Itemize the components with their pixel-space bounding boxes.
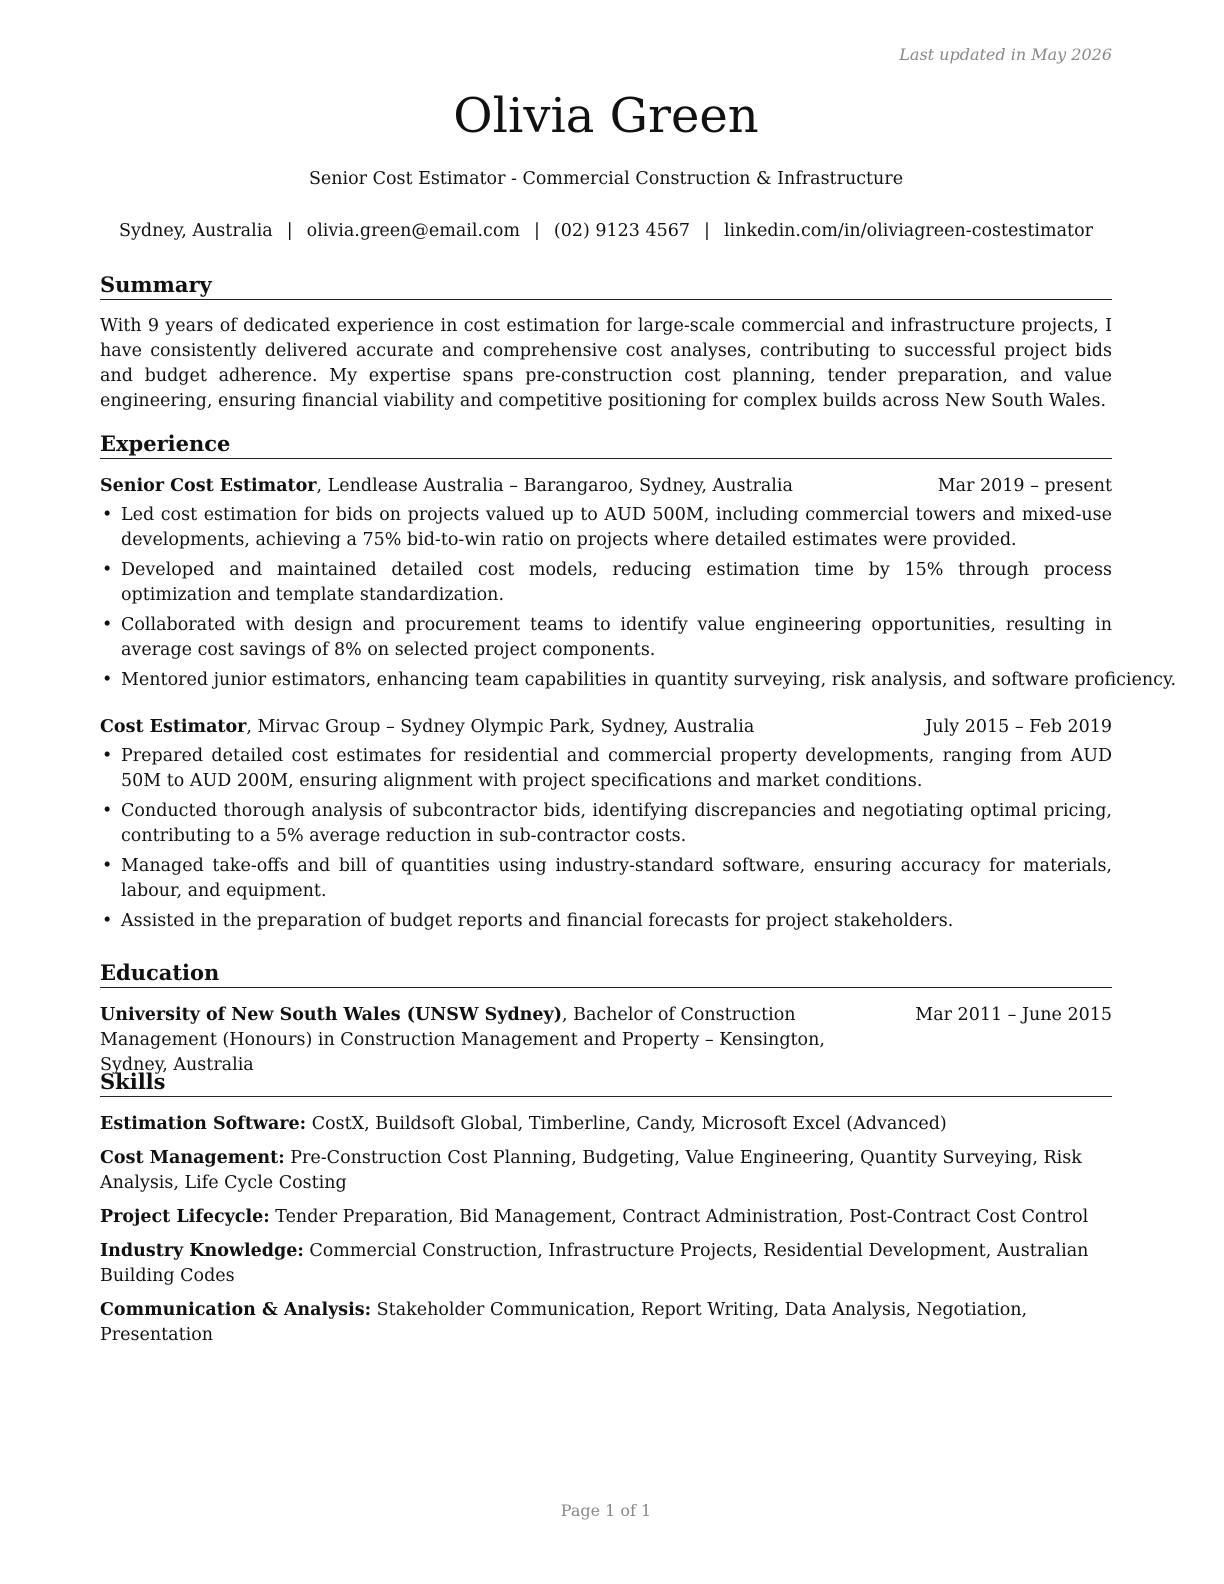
job-dates: July 2015 – Feb 2019: [925, 717, 1112, 737]
skill-label: Estimation Software:: [100, 1114, 307, 1134]
job-bullets: [100, 744, 1112, 934]
page-number-footer: Page 1 of 1: [560, 1501, 652, 1520]
skill-label: Industry Knowledge:: [100, 1241, 304, 1261]
summary-text: With 9 years of dedicated experience in cost estimation for large-scale commercial and infrastructure projects, I have consistently delivered accurate and comprehensive cost analyses, contributing to successful project bids and budget adherence. My expertise spans pre-construction cost planning, tender preparation, and value engineering, ensuring financial viability and competitive positioning for complex builds across New South Wales.: [100, 316, 1112, 411]
skill-value: Tender Preparation, Bid Management, Contract Administration, Post-Contract Cost Control: [269, 1207, 1089, 1227]
skill-row: [100, 1146, 1112, 1196]
education-text: [100, 1003, 890, 1078]
skill-value: Commercial Construction, Infrastructure Projects, Residential Development, Australian Building Codes: [100, 1241, 1089, 1286]
skill-value: Stakeholder Communication, Report Writing, Data Analysis, Negotiation, Presentation: [100, 1300, 1028, 1345]
job-title-line: [100, 715, 754, 740]
contact-separator: |: [704, 221, 710, 241]
summary-section: [100, 272, 1112, 414]
section-title-skills: Skills: [100, 1069, 1112, 1097]
contact-line: [90, 219, 1122, 243]
skills-list: [100, 1112, 1112, 1348]
skill-label: Project Lifecycle:: [100, 1207, 270, 1227]
job-dates: Mar 2019 – present: [937, 476, 1112, 496]
education-entry: [100, 1003, 1112, 1078]
last-updated-note: Last updated in May 2026: [899, 45, 1112, 64]
contact-location: Sydney, Australia: [119, 221, 273, 241]
section-title-education: Education: [100, 960, 1112, 988]
bullet-item: • Mentored junior estimators, enhancing team capabilities in quantity surveying, risk analysis, and software proficiency.: [100, 668, 1112, 693]
bullet-item: • Collaborated with design and procurement teams to identify value engineering opportunities, resulting in average cost savings of 8% on selected project components.: [100, 613, 1112, 663]
job-entry: [100, 715, 1112, 934]
education-institution: University of New South Wales (UNSW Sydney): [100, 1005, 562, 1025]
skill-row: [100, 1298, 1112, 1348]
job-header: [100, 474, 1112, 499]
section-title-summary: Summary: [100, 272, 1112, 300]
contact-phone[interactable]: (02) 9123 4567: [553, 221, 691, 241]
job-entry: [100, 474, 1177, 693]
contact-separator: |: [534, 221, 540, 241]
contact-separator: |: [286, 221, 293, 241]
bullet-item: • Conducted thorough analysis of subcontractor bids, identifying discrepancies and negotiating optimal pricing, contributing to a 5% average reduction in sub-contractor costs.: [100, 799, 1112, 849]
skill-label: Cost Management:: [100, 1148, 285, 1168]
bullet-item: • Assisted in the preparation of budget reports and financial forecasts for project stakeholders.: [100, 909, 1112, 934]
bullet-item: • Developed and maintained detailed cost models, reducing estimation time by 15% through process optimization and template standardization.: [100, 558, 1112, 608]
skill-row: [100, 1112, 1112, 1137]
job-header: [100, 715, 1112, 740]
job-company: , Mirvac Group – Sydney Olympic Park, Sydney, Australia: [246, 717, 755, 737]
section-title-experience: Experience: [100, 431, 1112, 459]
job-role: Senior Cost Estimator: [100, 476, 317, 496]
experience-section: [100, 431, 1177, 939]
job-bullets: [100, 503, 1177, 693]
bullet-item: • Prepared detailed cost estimates for residential and commercial property developments, ranging from AUD 50M to AUD 200M, ensuring alignment with project specifications and market conditions.: [100, 744, 1112, 794]
skill-value: CostX, Buildsoft Global, Timberline, Candy, Microsoft Excel (Advanced): [306, 1114, 947, 1134]
headline: Senior Cost Estimator - Commercial Construction & Infrastructure: [308, 169, 904, 189]
contact-linkedin[interactable]: linkedin.com/in/oliviagreen-costestimator: [723, 221, 1093, 241]
contact-email[interactable]: olivia.green@email.com: [306, 221, 520, 241]
skills-section: [100, 1069, 1112, 1357]
skill-label: Communication & Analysis:: [100, 1300, 372, 1320]
skill-value: Pre-Construction Cost Planning, Budgeting, Value Engineering, Quantity Surveying, Risk Analysis, Life Cycle Costing: [100, 1148, 1082, 1193]
education-degree: , Bachelor of Construction Management (Honours) in Construction Management and Property – Kensington, Sydney, Australia: [100, 1005, 825, 1075]
education-dates: Mar 2011 – June 2015: [915, 1005, 1112, 1025]
skill-row: [100, 1205, 1112, 1230]
job-title-line: [100, 474, 793, 499]
candidate-name: Olivia Green: [453, 88, 759, 144]
skill-row: [100, 1239, 1112, 1289]
bullet-item: • Led cost estimation for bids on projects valued up to AUD 500M, including commercial towers and mixed-use developments, achieving a 75% bid-to-win ratio on projects where detailed estimates were provided.: [100, 503, 1112, 553]
resume-page: [100, 0, 1177, 1584]
job-company: , Lendlease Australia – Barangaroo, Sydney, Australia: [316, 476, 793, 496]
bullet-item: • Managed take-offs and bill of quantities using industry-standard software, ensuring accuracy for materials, labour, and equipment.: [100, 854, 1112, 904]
job-role: Cost Estimator: [100, 717, 247, 737]
education-section: [100, 960, 1112, 1078]
